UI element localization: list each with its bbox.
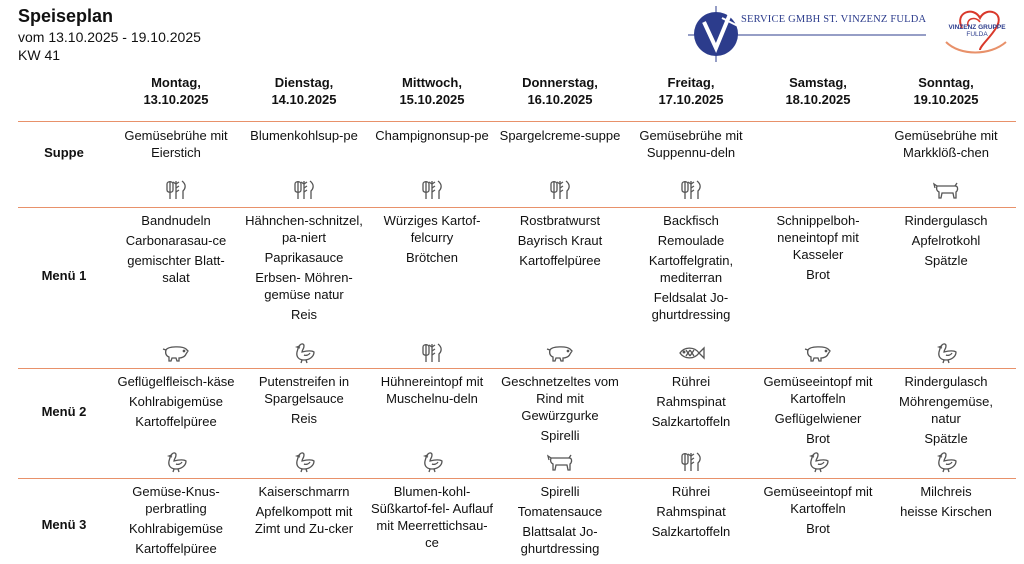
day-name: Dienstag, [274,75,334,90]
menu-cell [370,483,494,554]
dish-item: Remoulade [657,233,725,248]
poultry-icon [417,450,447,474]
logo-right-text [942,24,1012,38]
poultry-icon [803,450,833,474]
vegetarian-icon [417,341,447,365]
day-header [116,74,236,108]
logo-right-line2: FULDA [966,31,988,38]
service-gmbh-logo [686,4,932,64]
day-name: Mittwoch, [402,75,462,90]
dish-item: Putenstreifen in Spargelsauce [258,374,350,406]
dish-item: Apfelkompott mit Zimt und Zu-cker [254,504,354,536]
logo-right-line1: VINZENZ GRUPPE [948,24,1006,31]
dish-item: Brot [806,521,830,536]
day-date: 17.10.2025 [658,92,724,107]
dish-item: Kartoffelpüree [135,414,217,429]
vegetarian-icon [417,178,447,202]
poultry-icon [289,341,319,365]
logo-left-text: SERVICE GMBH ST. VINZENZ FULDA [741,14,927,25]
menu-cell [756,483,880,540]
menu-cell [498,373,622,447]
dish-item: Reis [290,411,317,426]
row-divider [18,478,1016,479]
day-date: 16.10.2025 [527,92,593,107]
page-title: Speiseplan [18,6,114,26]
dish-item: Bayrisch Kraut [517,233,603,248]
menu-cell [629,483,753,543]
poultry-icon [931,450,961,474]
beef-icon [931,178,961,202]
menu-cell [370,127,494,147]
dish-item: Gemüsebrühe mit Eierstich [124,128,228,160]
dish-item: Salzkartoffeln [651,524,731,539]
vegetarian-icon [161,178,191,202]
menu-cell [242,373,366,430]
day-header [244,74,364,108]
dish-item: Milchreis [920,484,972,499]
dish-item: Champignonsup-pe [375,128,489,143]
vegetarian-icon [676,450,706,474]
day-name: Sonntag, [918,75,974,90]
menu-cell [629,127,753,164]
dish-item: Gemüseeintopf mit Kartoffeln [763,484,873,516]
dish-item: Geschnetzeltes vom Rind mit Gewürzgurke [501,374,619,423]
menu-cell [242,483,366,540]
menu-cell [370,212,494,269]
vegetarian-icon [289,178,319,202]
dish-item: Spätzle [924,253,968,268]
menu-cell [498,212,622,272]
menu-cell [498,483,622,560]
row-label: Menü 3 [41,517,87,532]
pork-icon [803,341,833,365]
menu-cell [242,127,366,147]
dish-item: Erbsen- Möhren-gemüse natur [255,270,353,302]
day-header [758,74,878,108]
dish-item: Rindergulasch [904,374,988,389]
calendar-week: KW 41 [18,47,61,63]
dish-item: Feldsalat Jo-ghurtdressing [651,290,731,322]
row-label: Menü 1 [41,268,87,283]
menu-cell [884,127,1008,164]
dish-item: Gemüsebrühe mit Markklöß-chen [894,128,998,160]
row-label: Suppe [44,145,84,160]
dish-item: Hühnereintopf mit Muschelnu-deln [380,374,484,406]
dish-item: Spirelli [540,484,580,499]
dish-item: heisse Kirschen [900,504,992,519]
dish-item: Gemüse-Knus-perbratling [132,484,220,516]
dish-item: Bandnudeln [141,213,211,228]
dish-item: Kartoffelpüree [135,541,217,556]
vegetarian-icon [545,178,575,202]
menu-cell [884,483,1008,523]
poultry-icon [289,450,319,474]
menu-cell [629,373,753,433]
day-header [372,74,492,108]
row-divider [18,121,1016,122]
dish-item: Kartoffelpüree [519,253,601,268]
dish-item: Spätzle [924,431,968,446]
dish-item: gemischter Blatt-salat [127,253,225,285]
day-date: 15.10.2025 [399,92,465,107]
dish-item: Rostbratwurst [519,213,601,228]
dish-item: Brot [806,431,830,446]
day-name: Donnerstag, [522,75,598,90]
row-divider [18,207,1016,208]
dish-item: Blumen-kohl-Süßkartof-fel- Auflauf mit Meerrettichsau-ce [370,484,494,550]
day-date: 13.10.2025 [143,92,209,107]
menu-cell [498,127,622,147]
menu-cell [370,373,494,410]
day-name: Montag, [151,75,201,90]
menu-cell [114,212,238,289]
poultry-icon [931,341,961,365]
row-divider [18,368,1016,369]
dish-item: Brötchen [405,250,459,265]
dish-item: Schnippelboh-neneintopf mit Kasseler [776,213,860,262]
vegetarian-icon [676,178,706,202]
dish-item: Salzkartoffeln [651,414,731,429]
dish-item: Gemüseeintopf mit Kartoffeln [763,374,873,406]
beef-icon [545,450,575,474]
menu-cell [114,373,238,433]
dish-item: Kohlrabigemüse [129,521,223,536]
fish-icon [676,341,706,365]
menu-cell [884,212,1008,272]
dish-item: Spirelli [540,428,580,443]
row-label: Menü 2 [41,404,87,419]
day-name: Freitag, [667,75,715,90]
dish-item: Gemüsebrühe mit Suppennu-deln [639,128,743,160]
dish-item: Hähnchen-schnitzel, pa-niert [245,213,363,245]
menu-cell [884,373,1008,450]
dish-item: Carbonarasau-ce [125,233,227,248]
dish-item: Geflügelwiener [774,411,862,426]
pork-icon [161,341,191,365]
menu-cell [756,373,880,450]
dish-item: Rührei [671,374,711,389]
day-date: 18.10.2025 [785,92,851,107]
dish-item: Reis [290,307,317,322]
menu-cell [756,212,880,286]
menu-cell [114,483,238,560]
pork-icon [545,341,575,365]
dish-item: Apfelrotkohl [911,233,981,248]
menu-cell [114,127,238,164]
dish-item: Blumenkohlsup-pe [250,128,358,143]
day-header [886,74,1006,108]
dish-item: Kartoffelgratin, mediterran [648,253,734,285]
dish-item: Kaiserschmarrn [258,484,350,499]
day-header [500,74,620,108]
day-name: Samstag, [789,75,847,90]
dish-item: Paprikasauce [264,250,344,265]
dish-item: Rahmspinat [656,394,726,409]
dish-item: Rührei [671,484,711,499]
dish-item: Spargelcreme-suppe [499,128,621,143]
dish-item: Geflügelfleisch-käse [117,374,235,389]
date-range: vom 13.10.2025 - 19.10.2025 [18,29,201,45]
dish-item: Tomatensauce [517,504,603,519]
dish-item: Brot [806,267,830,282]
day-date: 14.10.2025 [271,92,337,107]
dish-item: Backfisch [663,213,719,228]
dish-item: Möhrengemüse, natur [899,394,993,426]
dish-item: Rindergulasch [904,213,988,228]
menu-cell [629,212,753,326]
dish-item: Kohlrabigemüse [129,394,223,409]
dish-item: Rahmspinat [656,504,726,519]
day-header [631,74,751,108]
poultry-icon [161,450,191,474]
dish-item: Würziges Kartof-felcurry [383,213,481,245]
dish-item: Blattsalat Jo-ghurtdressing [520,524,600,556]
day-date: 19.10.2025 [913,92,979,107]
menu-cell [242,212,366,326]
